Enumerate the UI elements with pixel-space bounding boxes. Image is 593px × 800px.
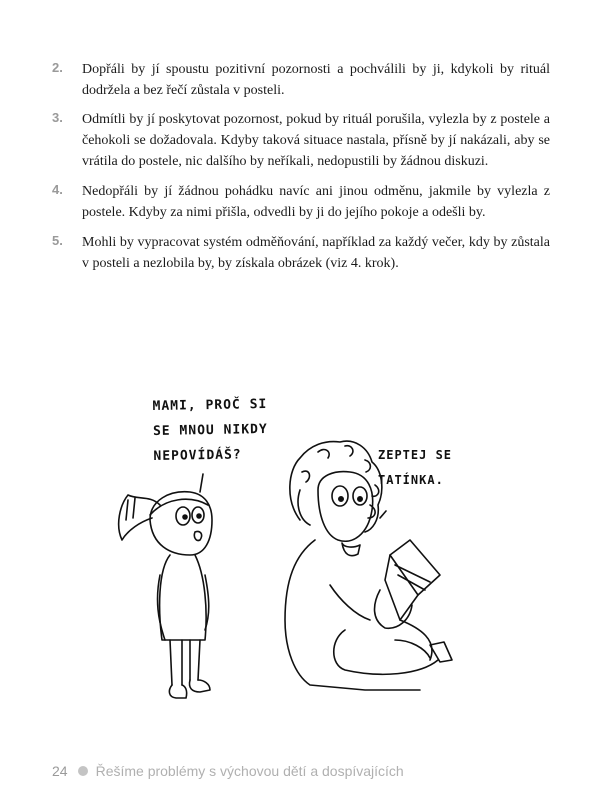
- item-number: 2.: [52, 60, 63, 75]
- item-text: Odmítli by jí poskytovat pozornost, pokud by rituál porušila, vylezla by z postele a čehokoli se dožadovala. Kdyby taková situace nastala, přísně by jí nakázali, aby se vrátila do postele, nic dalšího by neříkali, nedopustili by žádnou diskuzi.: [82, 112, 550, 169]
- item-text: Mohli by vypracovat systém odměňování, například za každý večer, kdy by zůstala v posteli a nezlobila by, by získala obrázek (viz 4. krok).: [82, 235, 550, 271]
- item-number: 5.: [52, 233, 63, 248]
- child-figure: [119, 474, 212, 698]
- item-text: Dopřáli by jí spoustu pozitivní pozornosti a pochválili by ji, kdykoli by rituál dodržela a bez řečí zůstala v posteli.: [82, 62, 550, 98]
- item-number: 3.: [52, 110, 63, 125]
- item-text: Nedopřáli by jí žádnou pohádku navíc ani jinou odměnu, jakmile by vylezla z postele. Kdyby za nimi přišla, odvedli by ji do jejího pokoje a odešli by.: [82, 184, 550, 220]
- page-footer: [52, 763, 404, 779]
- parent-speech-text: ZEPTEJ SE TATÍNKA.: [378, 448, 453, 487]
- page-number: 24: [52, 763, 68, 779]
- child-speech-text: MAMI, PROČ SI SE MNOU NIKDY NEPOVÍDÁŠ?: [152, 397, 268, 464]
- item-number: 4.: [52, 182, 63, 197]
- book-title: Řešíme problémy s výchovou dětí a dospívajících: [95, 763, 404, 779]
- bullet-dot-icon: [78, 766, 88, 776]
